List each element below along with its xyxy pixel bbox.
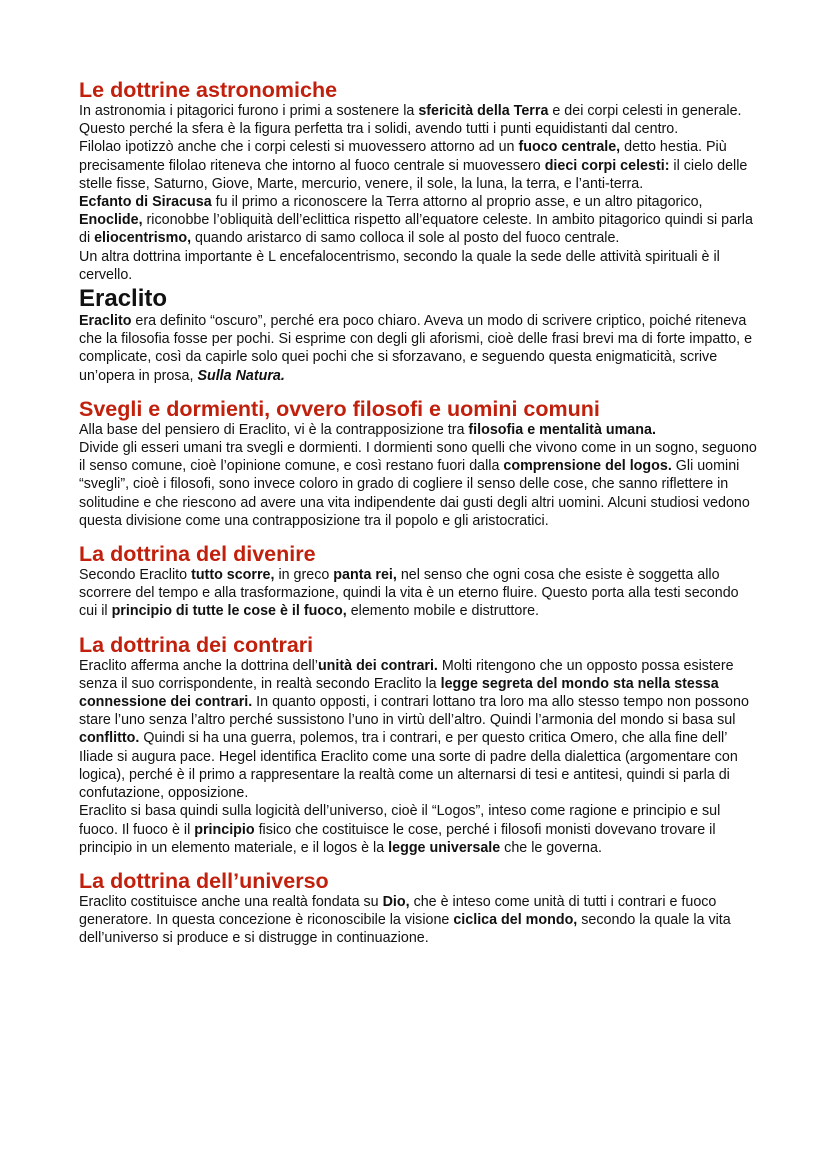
section-body-contrari — [79, 657, 759, 857]
section-body-svegli-dormienti — [79, 421, 759, 530]
section-heading-universo: La dottrina dell’universo — [79, 868, 329, 893]
section-heading-divenire: La dottrina del divenire — [79, 542, 316, 567]
paragraph: Un altra dottrina importante è L encefalocentrismo, secondo la quale la sede delle attività spirituali è il cervello. — [79, 248, 720, 283]
document-page — [79, 78, 759, 948]
section-heading-astronomiche: Le dottrine astronomiche — [79, 78, 338, 102]
section-heading-svegli-dormienti: Svegli e dormienti, ovvero filosofi e uomini comuni — [79, 396, 600, 421]
paragraph: Eraclito si basa quindi sulla logicità dell’universo, cioè il “Logos”, inteso come ragione e principio e sul fuoco. Il fuoco è il principio fisico che costituisce le cose, perché i filosofi monisti dovevano trovare il principio in un elemento materiale, e il logos è la legge universale che le governa. — [79, 803, 721, 856]
paragraph: Secondo Eraclito tutto scorre, in greco panta rei, nel senso che ogni cosa che esiste è soggetta allo scorrere del tempo e alla trasformazione, quindi la vita è un eterno fluire. Questo porta alla testi secondo cui il principio di tutte le cose è il fuoco, elemento mobile e distruttore. — [79, 567, 739, 620]
section-body-eraclito — [79, 312, 759, 385]
section-body-astronomiche — [79, 102, 759, 284]
section-heading-contrari: La dottrina dei contrari — [79, 632, 314, 657]
paragraph: Eraclito costituisce anche una realtà fondata su Dio, che è inteso come unità di tutti i contrari e fuoco generatore. In questa concezione è riconoscibile la visione ciclica del mondo, secondo la quale la vita dell’universo si produce e si distrugge in continuazione. — [79, 893, 731, 947]
paragraph: Divide gli esseri umani tra svegli e dormienti. I dormienti sono quelli che vivono come in un sogno, seguono il senso comune, cioè l’opinione comune, e così restano fuori dalla comprensione del logos. Gli uomini “svegli”, cioè i filosofi, sono invece coloro in grado di cogliere il senso delle cose, che sanno riflettere in solitudine e che riescono ad avere una vita indipendente dai gusti degli altri uomini. Alcuni studiosi vedono questa divisione come una contrapposizione tra il popolo e gli aristocratici. — [79, 440, 757, 529]
paragraph: Eraclito afferma anche la dottrina dell’unità dei contrari. Molti ritengono che un opposto possa esistere senza il suo corrispondente, in realtà secondo Eraclito la legge segreta del mondo sta nella stessa connessione dei contrari. In quanto opposti, i contrari lottano tra loro ma allo stesso tempo non possono stare l’uno senza l’altro perché sussistono l’uno in virtù dell’altro. Quindi l’armonia del mondo si basa sul conflitto. Quindi si ha una guerra, polemos, tra i contrari, e per questo critica Omero, che alla fine dell’ Iliade si augura pace. Hegel identifica Eraclito come una sorte di padre della dialettica (argomentare con logica), perché è il primo a rappresentare la realtà come un alternarsi di tesi e antitesi, quindi si parla di confutazione, opposizione. — [79, 657, 749, 802]
section-heading-eraclito: Eraclito — [79, 285, 168, 313]
paragraph: Eraclito era definito “oscuro”, perché era poco chiaro. Aveva un modo di scrivere criptico, poiché riteneva che la filosofia fosse per pochi. Si esprime con degli gli aforismi, cioè delle frasi brevi ma di forte impatto, e complicate, così da capirle solo quei pochi che si sforzavano, e seguendo questa enigmaticità, scrive un’opera in prosa, Sulla Natura. — [79, 313, 753, 384]
section-body-universo — [79, 893, 759, 948]
paragraph: Ecfanto di Siracusa fu il primo a riconoscere la Terra attorno al proprio asse, e un altro pitagorico, Enoclide, riconobbe l’obliquità dell’eclittica rispetto all’equatore celeste. In ambito pitagorico quindi si parla di eliocentrismo, quando aristarco di samo colloca il sole al posto del fuoco centrale. — [79, 194, 753, 247]
paragraph: Alla base del pensiero di Eraclito, vi è la contrapposizione tra filosofia e mentalità umana. — [79, 421, 656, 438]
section-body-divenire — [79, 566, 759, 621]
paragraph: In astronomia i pitagorici furono i primi a sostenere la sfericità della Terra e dei corpi celesti in generale. Questo perché la sfera è la figura perfetta tra i solidi, avendo tutti i punti equidistanti dal centro. — [79, 103, 742, 138]
paragraph: Filolao ipotizzò anche che i corpi celesti si muovessero attorno ad un fuoco centrale, detto hestia. Più precisamente filolao riteneva che intorno al fuoco centrale si muovessero dieci corpi celesti: il cielo delle stelle fisse, Saturno, Giove, Marte, mercurio, venere, il sole, la luna, la terra, e l’anti-terra. — [79, 139, 748, 192]
